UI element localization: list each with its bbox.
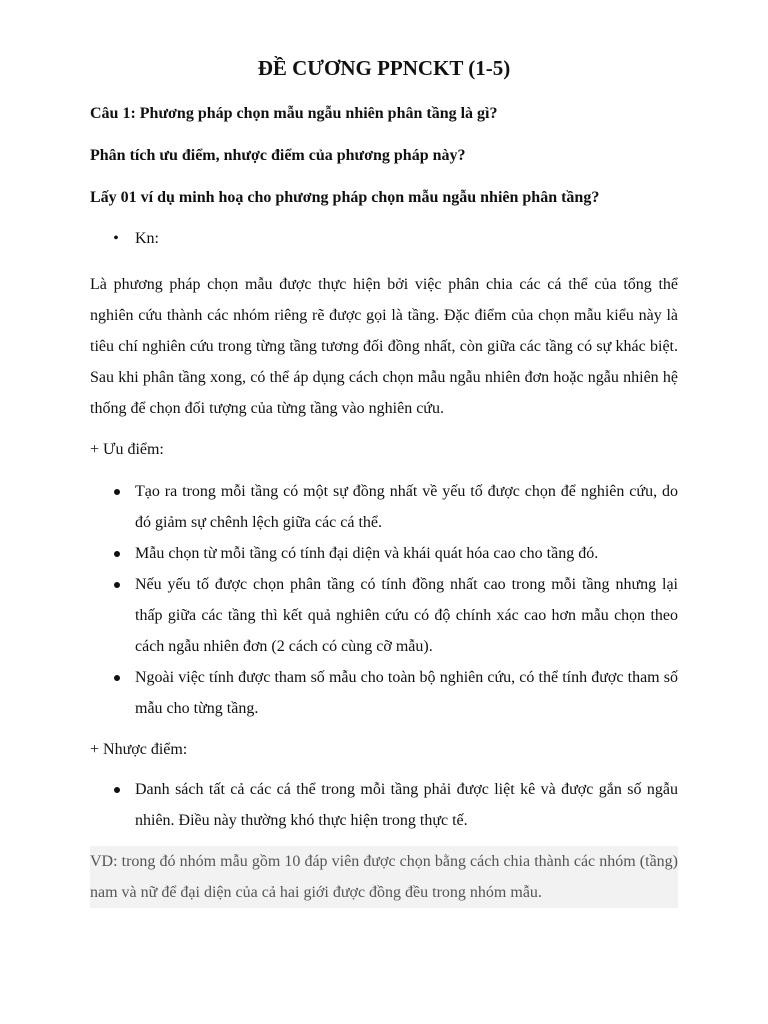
list-item: Nếu yếu tố được chọn phân tầng có tính đồng nhất cao trong mỗi tầng nhưng lại thấp giữa các tầng thì kết quả nghiên cứu có độ chính xác cao hơn mẫu chọn theo cách ngẫu nhiên đơn (2 cách có cùng cỡ mẫu). — [90, 569, 678, 662]
list-item: Ngoài việc tính được tham số mẫu cho toàn bộ nghiên cứu, có thể tính được tham số mẫu cho từng tầng. — [90, 662, 678, 724]
question-line-1: Câu 1: Phương pháp chọn mẫu ngẫu nhiên phân tầng là gì? — [90, 105, 498, 122]
disadvantages-heading: + Nhược điểm: — [90, 741, 188, 758]
question-line-3: Lấy 01 ví dụ minh hoạ cho phương pháp chọn mẫu ngẫu nhiên phân tầng? — [90, 189, 600, 206]
definition-paragraph: Là phương pháp chọn mẫu được thực hiện bởi việc phân chia các cá thể của tổng thể nghiên cứu thành các nhóm riêng rẽ được gọi là tầng. Đặc điểm của chọn mẫu kiểu này là tiêu chí nghiên cứu trong từng tầng tương đối đồng nhất, còn giữa các tầng có sự khác biệt. Sau khi phân tầng xong, có thể áp dụng cách chọn mẫu ngẫu nhiên đơn hoặc ngẫu nhiên hệ thống để chọn đối tượng của từng tầng vào nghiên cứu. — [90, 276, 678, 417]
disadvantages-list — [90, 774, 678, 836]
document-title: ĐỀ CƯƠNG PPNCKT (1-5) — [257, 56, 511, 80]
bullet-icon: • — [113, 230, 119, 247]
list-item: Mẫu chọn từ mỗi tầng có tính đại diện và khái quát hóa cao cho tầng đó. — [90, 538, 678, 569]
advantages-list — [90, 476, 678, 724]
advantages-heading: + Ưu điểm: — [90, 441, 164, 458]
example-paragraph: VD: trong đó nhóm mẫu gồm 10 đáp viên được chọn bằng cách chia thành các nhóm (tầng) nam và nữ để đại diện của cả hai giới được đồng đều trong nhóm mẫu. — [90, 846, 678, 908]
list-item: Danh sách tất cả các cá thể trong mỗi tầng phải được liệt kê và được gắn số ngẫu nhiên. Điều này thường khó thực hiện trong thực tế. — [90, 774, 678, 836]
document-page — [90, 0, 678, 924]
definition-heading — [90, 229, 678, 249]
question-line-2: Phân tích ưu điểm, nhược điểm của phương pháp này? — [90, 147, 466, 164]
definition-label: Kn: — [135, 230, 159, 247]
list-item: Tạo ra trong mỗi tầng có một sự đồng nhất về yếu tố được chọn để nghiên cứu, do đó giảm sự chênh lệch giữa các cá thể. — [90, 476, 678, 538]
